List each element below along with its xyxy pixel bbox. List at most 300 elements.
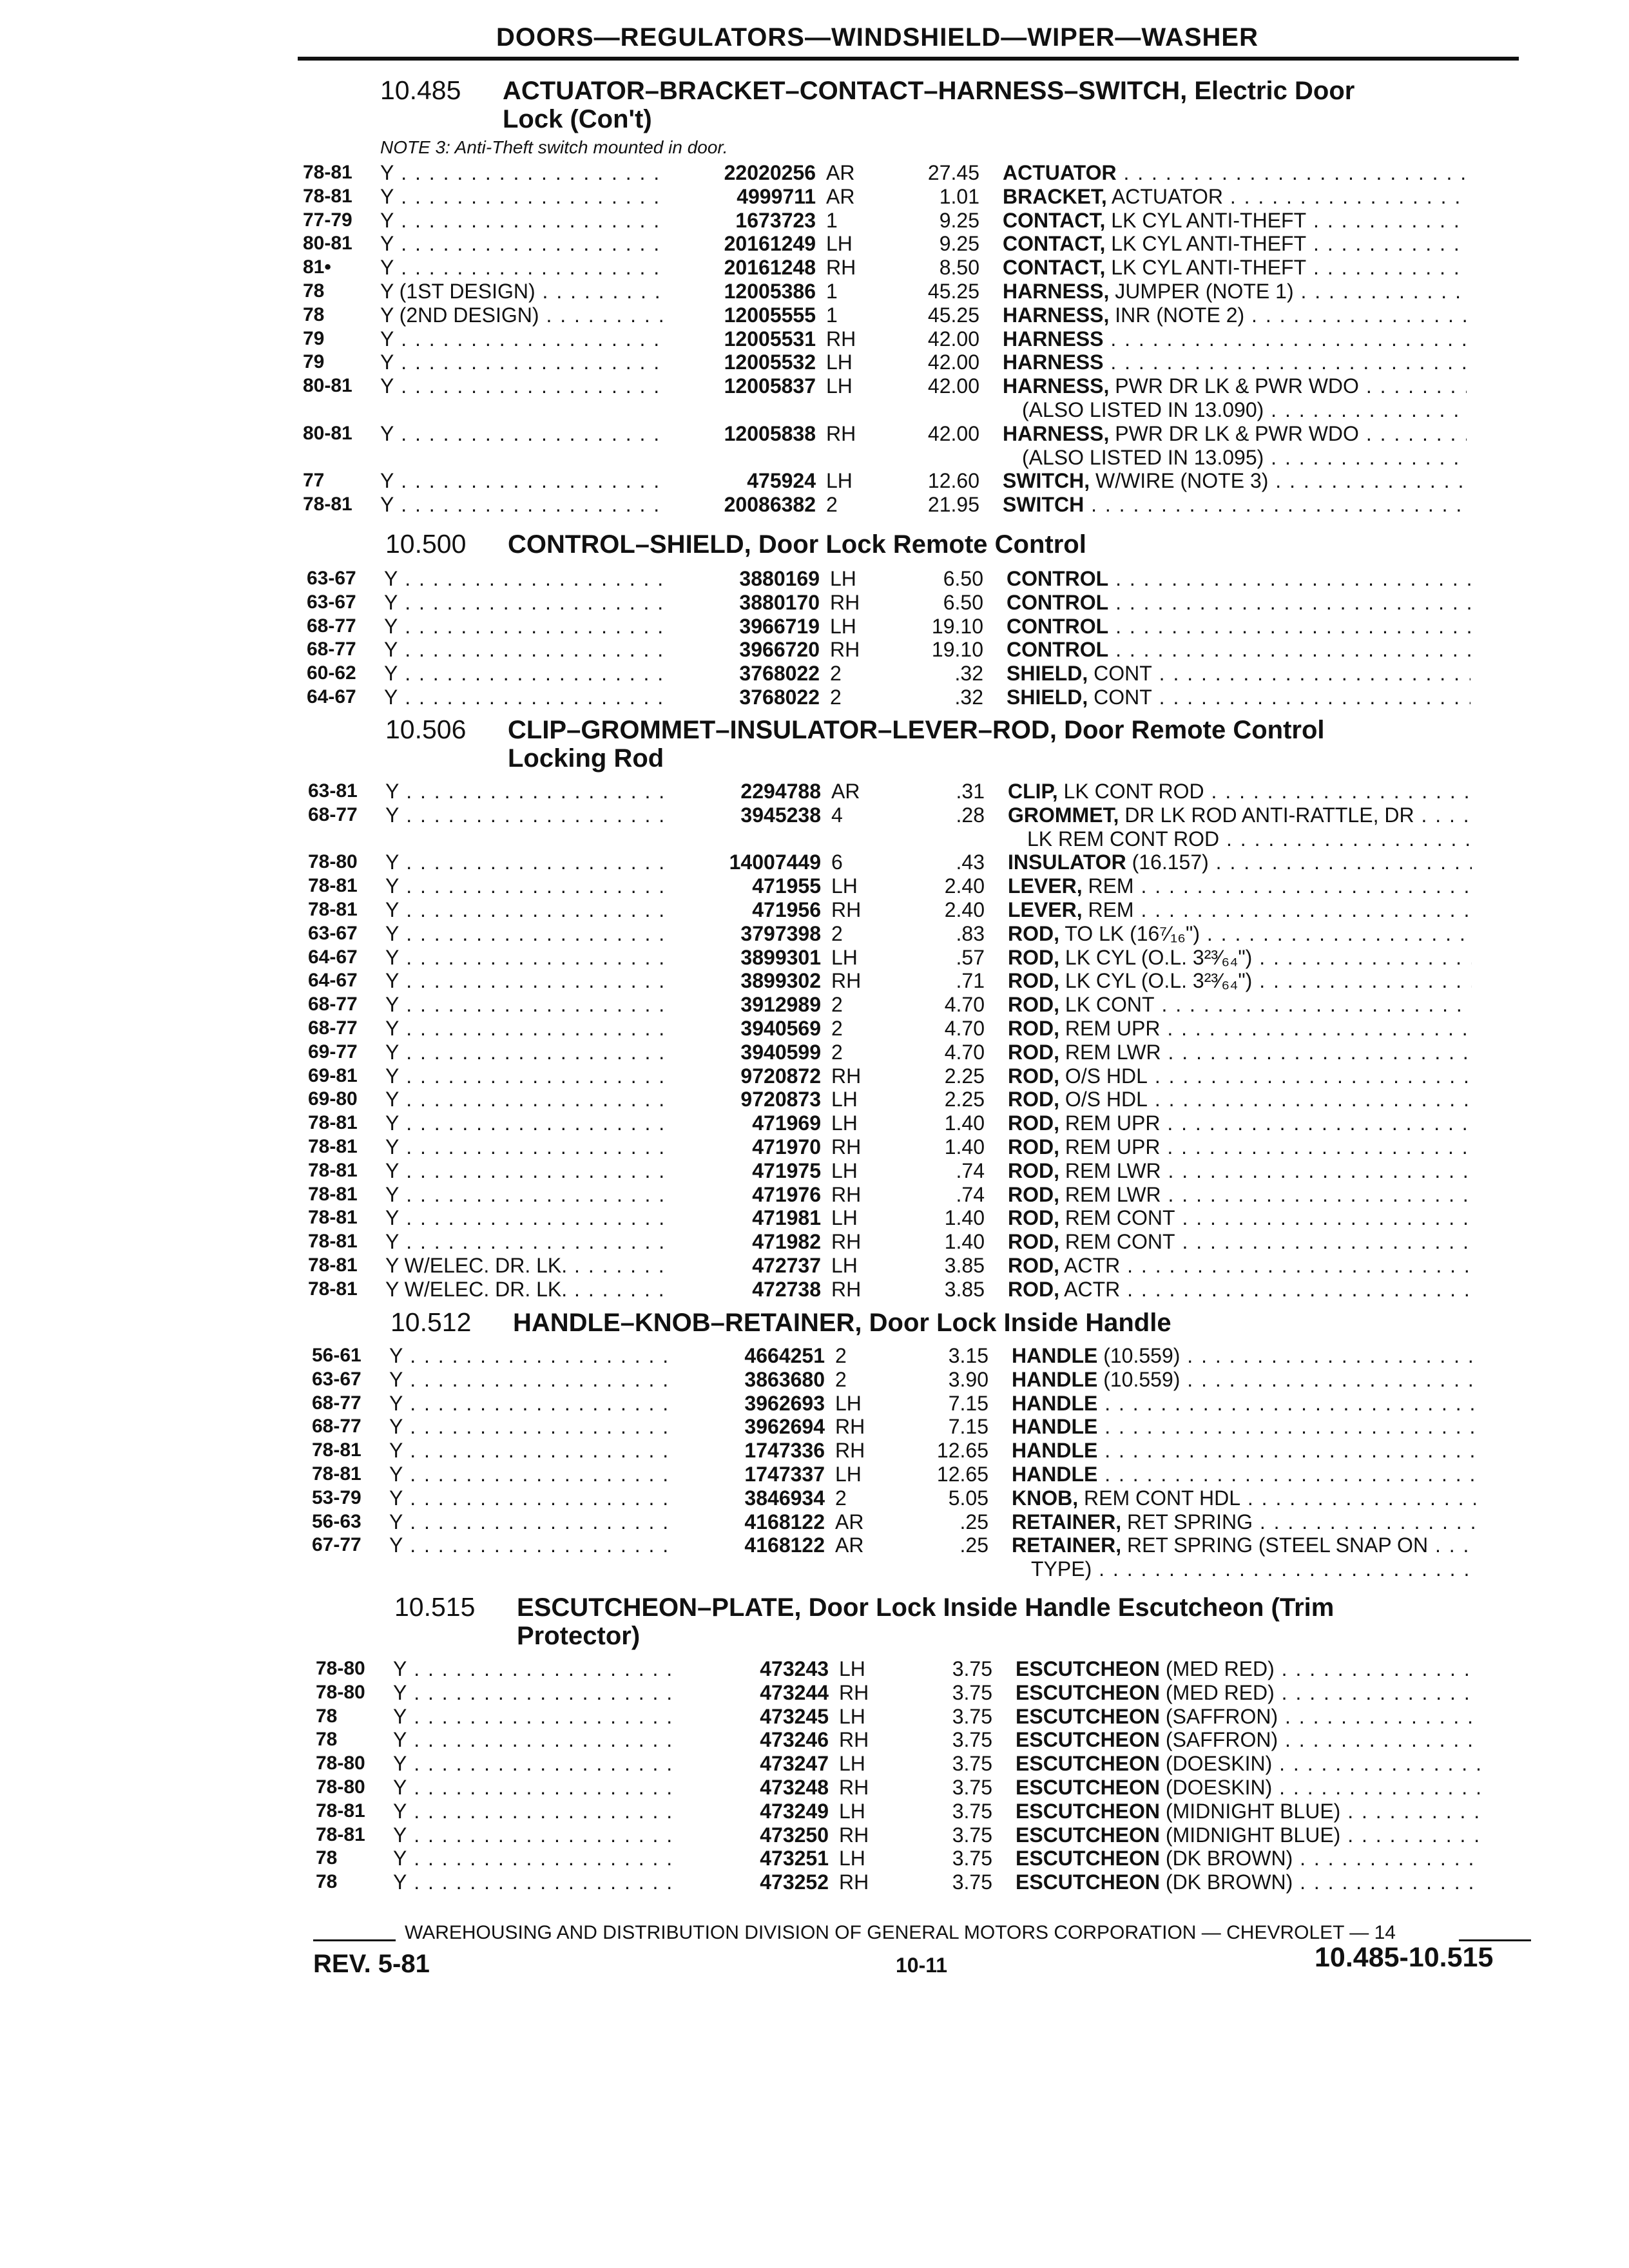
- model-code: Y . . .: [385, 1041, 727, 1064]
- part-name: CONTROL: [1007, 614, 1109, 638]
- quantity: LH: [826, 469, 853, 493]
- part-name: SWITCH,: [1003, 469, 1090, 493]
- table-row: [303, 280, 1527, 303]
- model-code: Y . . .: [385, 922, 727, 945]
- price: 3.90: [948, 1367, 988, 1391]
- part-name: LEVER,: [1008, 898, 1083, 921]
- part-description: [1007, 615, 1470, 638]
- quantity: 2: [830, 662, 842, 686]
- price: 9.25: [939, 232, 979, 256]
- model-code: Y W/ELEC. DR. LK. . . .: [385, 1254, 727, 1277]
- part-description-continued: LK REM CONT ROD . . .: [1027, 827, 1472, 850]
- part-detail: REM UPR: [1059, 1016, 1161, 1040]
- part-description: [1008, 1088, 1472, 1111]
- model-year: 63-67: [312, 1368, 361, 1390]
- part-name: HANDLE: [1012, 1367, 1098, 1391]
- model-code: Y . . .: [380, 422, 722, 445]
- quantity: RH: [839, 1728, 869, 1752]
- part-number: 473246: [677, 1728, 829, 1751]
- model-code: Y . . .: [389, 1486, 731, 1510]
- quantity: RH: [839, 1823, 869, 1847]
- part-description: [1008, 898, 1472, 921]
- quantity: RH: [831, 1182, 862, 1206]
- model-code: Y . . .: [389, 1533, 731, 1557]
- part-number: 12005838: [664, 422, 816, 445]
- price: 4.70: [944, 1040, 985, 1064]
- table-row: [308, 1254, 1532, 1278]
- table-row: [303, 327, 1527, 351]
- part-name: ROD,: [1008, 1088, 1059, 1111]
- model-year: 60-62: [307, 662, 356, 684]
- table-row: [303, 351, 1527, 374]
- table-row: [308, 1088, 1532, 1111]
- model-year: 63-67: [308, 922, 358, 944]
- model-year: 78: [303, 303, 325, 325]
- model-code: Y . . .: [380, 327, 722, 351]
- part-number: 20161249: [664, 232, 816, 255]
- part-number: 9720873: [669, 1088, 821, 1111]
- part-description: [1003, 232, 1467, 255]
- price: 7.15: [948, 1415, 988, 1439]
- model-code: Y . . .: [380, 374, 722, 398]
- model-year: 78: [316, 1729, 338, 1751]
- table-row: [307, 638, 1531, 662]
- table-row: [307, 686, 1531, 709]
- part-description: [1008, 1135, 1472, 1158]
- price: .25: [959, 1533, 988, 1557]
- part-name: CONTROL: [1007, 567, 1109, 590]
- quantity: LH: [839, 1752, 865, 1776]
- model-year: 78-81: [312, 1439, 361, 1461]
- table-row: [308, 993, 1532, 1017]
- part-description: [1008, 993, 1472, 1016]
- part-detail: (SAFFRON): [1160, 1704, 1278, 1728]
- price: .74: [956, 1182, 985, 1206]
- part-name: ESCUTCHEON: [1016, 1680, 1161, 1704]
- table-row: [308, 780, 1532, 803]
- quantity: LH: [826, 374, 853, 398]
- part-number: 3880169: [668, 567, 820, 590]
- part-name: HARNESS,: [1003, 421, 1110, 445]
- quantity: 4: [831, 803, 843, 827]
- part-description: [1007, 638, 1470, 661]
- quantity: AR: [835, 1510, 864, 1533]
- table-row: [316, 1681, 1540, 1705]
- price: 42.00: [927, 351, 979, 374]
- part-detail: (DK BROWN): [1160, 1847, 1293, 1870]
- part-number: 12005386: [664, 280, 816, 303]
- quantity: RH: [831, 1064, 862, 1088]
- model-code: Y . . .: [393, 1847, 735, 1870]
- model-code: Y . . .: [380, 351, 722, 374]
- part-name: ESCUTCHEON: [1016, 1752, 1161, 1776]
- part-number: 9720872: [669, 1064, 821, 1088]
- part-description: [1012, 1415, 1476, 1438]
- part-name: HARNESS,: [1003, 374, 1110, 398]
- part-detail: (16.157): [1126, 850, 1209, 874]
- model-code: Y . . .: [385, 874, 727, 898]
- part-name: CONTACT,: [1003, 256, 1106, 280]
- part-name: ACTUATOR: [1003, 161, 1117, 184]
- price: 1.40: [944, 1230, 985, 1254]
- part-name: ROD,: [1008, 1135, 1059, 1158]
- part-description: [1012, 1463, 1476, 1486]
- price: 3.75: [952, 1680, 992, 1704]
- table-row: [308, 969, 1532, 993]
- model-year: 63-81: [308, 780, 358, 802]
- part-name: CONTACT,: [1003, 232, 1106, 256]
- model-code: Y . . .: [385, 850, 727, 874]
- quantity: AR: [826, 161, 855, 184]
- price: .32: [954, 685, 983, 709]
- part-description-continued: (ALSO LISTED IN 13.095) . . .: [1022, 446, 1467, 469]
- part-detail: LK CYL (O.L. 3²³⁄₆₄"): [1059, 969, 1253, 993]
- table-row: [312, 1510, 1536, 1534]
- quantity: 2: [826, 493, 838, 517]
- model-code: Y . . .: [380, 493, 722, 516]
- part-name: SHIELD,: [1007, 685, 1088, 709]
- table-row: [303, 232, 1527, 256]
- part-detail: (DOESKIN): [1160, 1752, 1273, 1776]
- table-row: [316, 1823, 1540, 1847]
- part-name: CONTROL: [1007, 638, 1109, 662]
- model-code: Y . . .: [393, 1681, 735, 1704]
- model-year: 77-79: [303, 209, 352, 231]
- part-detail: O/S HDL: [1059, 1064, 1148, 1088]
- part-description: [1008, 1230, 1472, 1253]
- section-heading: [380, 76, 1354, 133]
- model-year: 78-81: [308, 1207, 358, 1229]
- part-detail: REM LWR: [1059, 1182, 1161, 1206]
- part-name: INSULATOR: [1008, 850, 1126, 874]
- quantity: RH: [826, 327, 856, 351]
- price: .57: [956, 945, 985, 969]
- price: .25: [959, 1510, 988, 1533]
- table-row: [312, 1533, 1536, 1581]
- part-name: ESCUTCHEON: [1016, 1775, 1161, 1799]
- quantity: RH: [835, 1439, 865, 1463]
- quantity: 2: [831, 993, 843, 1017]
- part-number: 2294788: [669, 780, 821, 803]
- quantity: RH: [831, 1135, 862, 1158]
- part-description: [1003, 280, 1467, 303]
- quantity: AR: [835, 1533, 864, 1557]
- part-detail: (10.559): [1097, 1367, 1181, 1391]
- part-description: [1007, 686, 1470, 709]
- model-year: 78-81: [308, 1278, 358, 1300]
- table-row: [307, 662, 1531, 686]
- model-code: Y . . .: [393, 1752, 735, 1775]
- part-description: [1008, 1111, 1472, 1135]
- part-detail: TO LK (16⁷⁄₁₆"): [1059, 921, 1200, 945]
- part-number: 4999711: [664, 185, 816, 208]
- part-detail: ACTUATOR: [1106, 184, 1223, 208]
- part-name: ROD,: [1008, 1016, 1059, 1040]
- part-detail: LK CONT: [1059, 993, 1155, 1017]
- price: 9.25: [939, 208, 979, 232]
- part-name: ROD,: [1008, 993, 1059, 1017]
- part-number: 473245: [677, 1705, 829, 1728]
- model-code: Y . . .: [393, 1705, 735, 1728]
- part-name: SHIELD,: [1007, 662, 1088, 686]
- price: 42.00: [927, 421, 979, 445]
- model-year: 78-81: [308, 875, 358, 897]
- footer-rule-left: [313, 1939, 396, 1941]
- part-number: 4664251: [673, 1344, 825, 1367]
- part-name: HANDLE: [1012, 1462, 1098, 1486]
- part-detail: O/S HDL: [1059, 1088, 1148, 1111]
- part-number: 471976: [669, 1183, 821, 1206]
- part-name: HANDLE: [1012, 1415, 1098, 1439]
- quantity: LH: [831, 1088, 858, 1111]
- part-number: 12005532: [664, 351, 816, 374]
- part-detail: REM LWR: [1059, 1158, 1161, 1182]
- table-row: [307, 591, 1531, 615]
- part-description: [1008, 780, 1472, 803]
- part-detail: (MIDNIGHT BLUE): [1160, 1823, 1341, 1847]
- model-code: Y . . .: [380, 256, 722, 279]
- part-number: 3940569: [669, 1017, 821, 1040]
- quantity: 2: [830, 685, 842, 709]
- model-code: Y . . .: [385, 946, 727, 969]
- model-year: 80-81: [303, 422, 352, 444]
- price: 19.10: [931, 638, 983, 662]
- quantity: RH: [831, 969, 862, 993]
- model-year: 64-67: [307, 686, 356, 707]
- part-number: 3797398: [669, 922, 821, 945]
- quantity: AR: [831, 780, 860, 803]
- price: 3.15: [948, 1344, 988, 1367]
- part-description: [1012, 1533, 1476, 1557]
- model-code: Y . . .: [384, 638, 726, 661]
- quantity: RH: [826, 421, 856, 445]
- part-number: 472737: [669, 1254, 821, 1277]
- table-row: [308, 1135, 1532, 1159]
- part-detail: (10.559): [1097, 1344, 1181, 1367]
- section-number: 10.500: [385, 529, 467, 559]
- part-name: ESCUTCHEON: [1016, 1847, 1161, 1870]
- part-name: ESCUTCHEON: [1016, 1657, 1161, 1680]
- quantity: LH: [839, 1799, 865, 1823]
- model-year: 68-77: [307, 615, 356, 637]
- part-description: [1008, 1278, 1472, 1301]
- part-description: [1003, 256, 1467, 279]
- part-number: 3966720: [668, 638, 820, 661]
- part-name: ESCUTCHEON: [1016, 1799, 1161, 1823]
- header-rule: [298, 57, 1519, 61]
- quantity: AR: [826, 184, 855, 208]
- model-year: 68-77: [308, 1017, 358, 1039]
- model-code: Y . . .: [389, 1463, 731, 1486]
- model-code: Y . . .: [393, 1657, 735, 1680]
- part-description: [1008, 1159, 1472, 1182]
- price: 6.50: [943, 567, 983, 590]
- parts-table: [308, 780, 1532, 1302]
- section-number: 10.515: [394, 1592, 476, 1622]
- price: .28: [956, 803, 985, 827]
- model-code: Y . . .: [384, 686, 726, 709]
- table-row: [308, 1206, 1532, 1230]
- part-description: [1016, 1681, 1480, 1704]
- model-code: Y . . .: [385, 1088, 727, 1111]
- part-name: ROD,: [1008, 1206, 1059, 1230]
- part-detail: CONT: [1088, 662, 1152, 686]
- price: 2.40: [944, 898, 985, 921]
- model-year: 78-80: [308, 851, 358, 873]
- part-description: [1016, 1870, 1480, 1894]
- model-year: 78: [316, 1847, 338, 1869]
- part-number: 471981: [669, 1206, 821, 1229]
- model-code: Y . . .: [380, 161, 722, 184]
- part-description: [1003, 161, 1467, 184]
- model-year: 68-77: [312, 1416, 361, 1437]
- model-year: 80-81: [303, 375, 352, 397]
- price: 3.75: [952, 1752, 992, 1776]
- model-year: 56-63: [312, 1510, 361, 1532]
- part-description: [1012, 1486, 1476, 1510]
- part-number: 473251: [677, 1847, 829, 1870]
- table-row: [312, 1415, 1536, 1439]
- part-name: ESCUTCHEON: [1016, 1728, 1161, 1752]
- model-code: Y . . .: [389, 1392, 731, 1415]
- price: 8.50: [939, 256, 979, 280]
- model-year: 78-81: [308, 1159, 358, 1181]
- price: .74: [956, 1158, 985, 1182]
- section-title-continued: Locking Rod: [508, 744, 664, 773]
- table-row: [308, 874, 1532, 898]
- quantity: RH: [839, 1680, 869, 1704]
- part-description: [1008, 1254, 1472, 1277]
- model-code: Y W/ELEC. DR. LK. . . .: [385, 1278, 727, 1301]
- model-code: Y (2ND DESIGN) . . .: [380, 303, 722, 327]
- table-row: [308, 922, 1532, 946]
- price: 3.85: [944, 1277, 985, 1301]
- part-description: [1016, 1776, 1480, 1799]
- part-description: [1008, 803, 1472, 827]
- model-code: Y . . .: [384, 567, 726, 590]
- section-heading: [385, 715, 1325, 773]
- part-detail: LK CYL (O.L. 3²³⁄₆₄"): [1059, 945, 1253, 969]
- part-name: ESCUTCHEON: [1016, 1704, 1161, 1728]
- part-description: [1008, 969, 1472, 992]
- quantity: RH: [830, 590, 860, 614]
- part-number: 3863680: [673, 1368, 825, 1391]
- model-code: Y . . .: [380, 209, 722, 232]
- model-code: Y . . .: [393, 1776, 735, 1799]
- model-year: 78-81: [308, 1112, 358, 1134]
- model-code: Y . . .: [393, 1870, 735, 1894]
- table-row: [307, 567, 1531, 591]
- part-name: HANDLE: [1012, 1439, 1098, 1463]
- part-description: [1008, 1017, 1472, 1040]
- part-detail: REM: [1082, 898, 1134, 921]
- model-year: 69-77: [308, 1041, 358, 1062]
- parts-table: [303, 161, 1527, 517]
- price: 1.40: [944, 1111, 985, 1135]
- quantity: 6: [831, 850, 843, 874]
- quantity: RH: [835, 1415, 865, 1439]
- part-name: ROD,: [1008, 1158, 1059, 1182]
- section-title: HANDLE–KNOB–RETAINER, Door Lock Inside Handle: [513, 1309, 1171, 1337]
- model-code: Y . . .: [385, 1206, 727, 1229]
- part-number: 22020256: [664, 161, 816, 184]
- part-description: [1003, 185, 1467, 208]
- price: 19.10: [931, 614, 983, 638]
- model-code: Y . . .: [384, 662, 726, 685]
- part-name: ROD,: [1008, 1064, 1059, 1088]
- part-number: 471975: [669, 1159, 821, 1182]
- quantity: 2: [831, 1016, 843, 1040]
- section-title: ESCUTCHEON–PLATE, Door Lock Inside Handle Escutcheon (Trim: [517, 1593, 1335, 1622]
- table-row: [312, 1463, 1536, 1486]
- model-code: Y . . .: [389, 1368, 731, 1391]
- part-detail: PWR DR LK & PWR WDO: [1109, 421, 1359, 445]
- parts-table: [316, 1657, 1540, 1894]
- model-year: 78-81: [303, 494, 352, 515]
- price: 1.40: [944, 1135, 985, 1158]
- part-detail: (MED RED): [1160, 1657, 1275, 1680]
- quantity: LH: [826, 232, 853, 256]
- quantity: LH: [831, 1111, 858, 1135]
- table-row: [316, 1657, 1540, 1681]
- part-number: 3962693: [673, 1392, 825, 1415]
- price: 5.05: [948, 1486, 988, 1510]
- quantity: 2: [835, 1344, 847, 1367]
- part-number: 3966719: [668, 615, 820, 638]
- quantity: 2: [835, 1486, 847, 1510]
- model-year: 78: [303, 280, 325, 302]
- model-year: 78: [316, 1705, 338, 1727]
- model-year: 78-80: [316, 1753, 365, 1774]
- part-number: 471969: [669, 1111, 821, 1135]
- part-name: HARNESS,: [1003, 303, 1110, 327]
- price: 2.40: [944, 874, 985, 898]
- price: 27.45: [927, 161, 979, 184]
- part-number: 3899301: [669, 946, 821, 969]
- part-number: 3846934: [673, 1486, 825, 1510]
- part-description: [1012, 1392, 1476, 1415]
- part-name: ROD,: [1008, 969, 1059, 993]
- part-number: 471982: [669, 1230, 821, 1253]
- model-year: 78-81: [308, 1183, 358, 1205]
- model-year: 67-77: [312, 1534, 361, 1556]
- price: 3.75: [952, 1657, 992, 1680]
- table-row: [308, 1111, 1532, 1135]
- part-description: [1007, 567, 1470, 590]
- table-row: [316, 1847, 1540, 1870]
- part-description: [1008, 1206, 1472, 1229]
- part-name: ROD,: [1008, 1182, 1059, 1206]
- part-number: 471970: [669, 1135, 821, 1158]
- table-row: [312, 1439, 1536, 1463]
- part-description-continued: TYPE) . . .: [1031, 1557, 1476, 1581]
- part-description: [1003, 209, 1467, 232]
- section-heading: [390, 1308, 1171, 1337]
- model-code: Y . . .: [393, 1823, 735, 1847]
- price: 21.95: [927, 493, 979, 517]
- model-code: Y . . .: [393, 1728, 735, 1751]
- part-detail: LK CONT ROD: [1057, 780, 1204, 803]
- model-code: Y . . .: [385, 898, 727, 921]
- part-description: [1003, 327, 1467, 351]
- part-detail: CONT: [1088, 685, 1152, 709]
- part-description: [1016, 1823, 1480, 1847]
- model-code: Y . . .: [389, 1510, 731, 1533]
- part-detail: JUMPER (NOTE 1): [1109, 279, 1294, 303]
- price: 42.00: [927, 374, 979, 398]
- model-code: Y (1ST DESIGN) . . .: [380, 280, 722, 303]
- table-row: [312, 1486, 1536, 1510]
